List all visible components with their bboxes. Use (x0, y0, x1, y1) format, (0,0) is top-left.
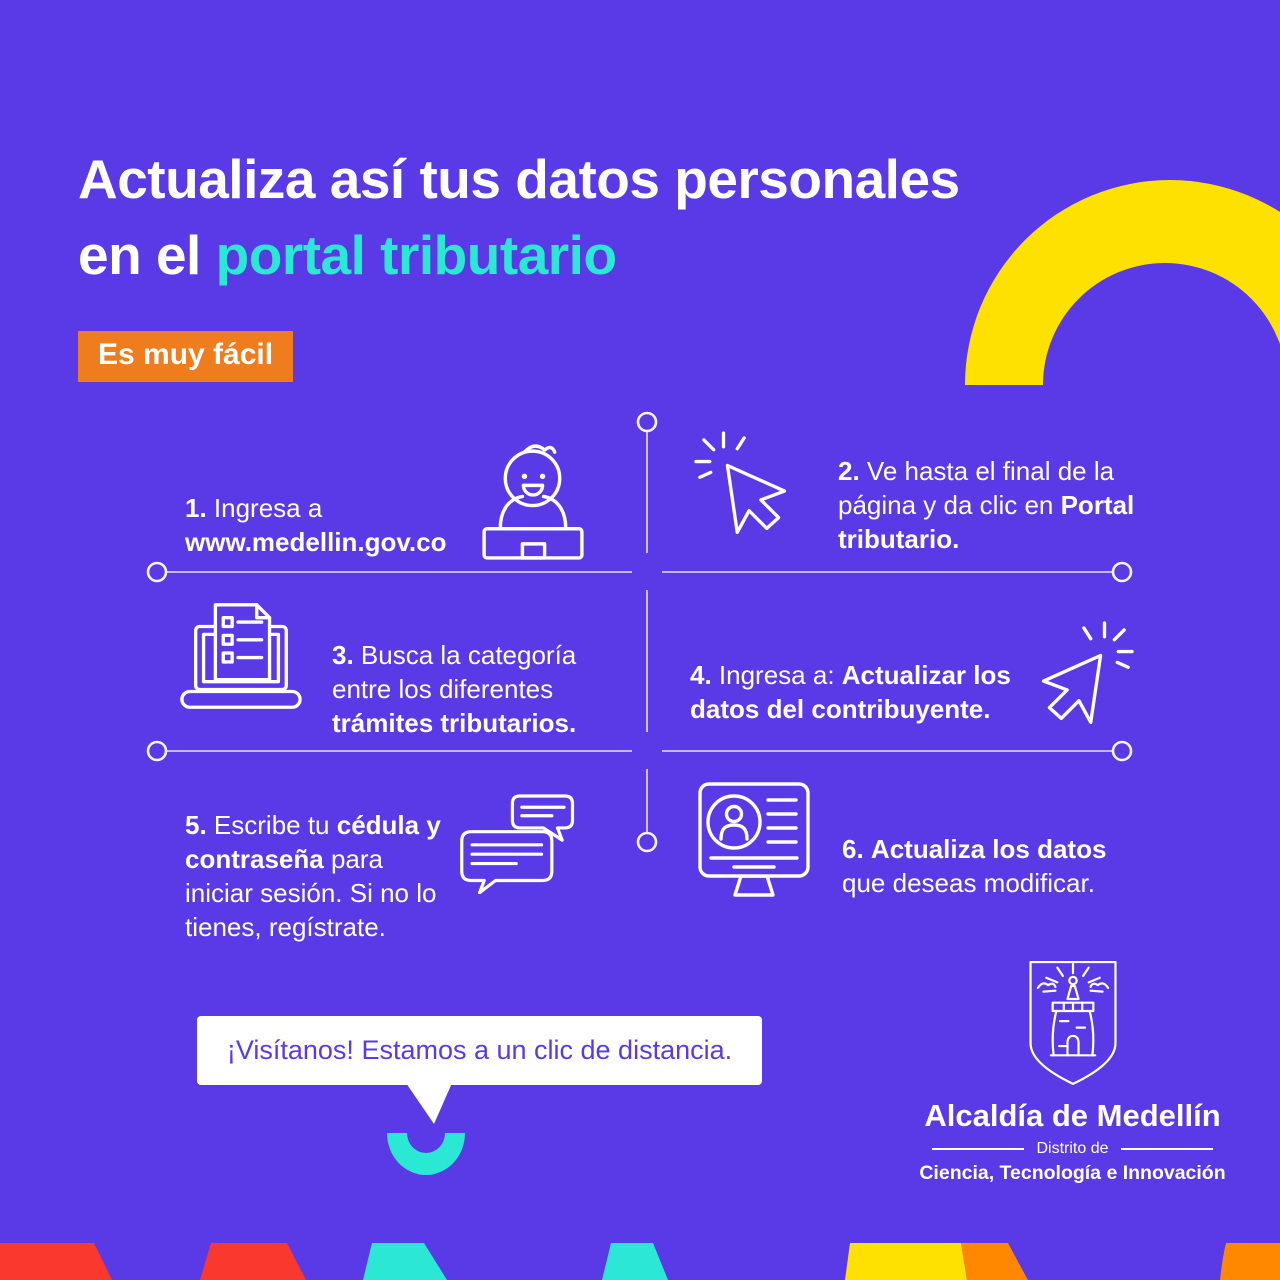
cursor-click-icon (694, 420, 812, 568)
laptop-checklist-icon (176, 600, 304, 718)
person-at-desk-icon (480, 436, 586, 562)
step-6-text: 6. Actualiza los datos que deseas modificar. (842, 834, 1107, 898)
speech-bubble-tail (406, 1083, 452, 1124)
visit-bubble-text: ¡Visítanos! Estamos a un clic de distancia. (226, 1035, 733, 1065)
yellow-arc-decoration (965, 180, 1280, 385)
title-line2-accent: portal tributario (215, 223, 617, 286)
step-5-text: 5. Escribe tu cédula y contraseña para iniciar sesión. Si no lo tienes, regístrate. (185, 810, 441, 942)
step-1-text: 1. Ingresa a www.medellin.gov.co (185, 493, 447, 557)
timeline-node (148, 563, 166, 581)
logo-district-row (900, 1140, 1245, 1158)
chat-bubbles-icon (458, 790, 580, 894)
logo-district-label: Distrito de (1036, 1140, 1109, 1157)
logo-rule-right (1121, 1148, 1213, 1150)
step-3-text: 3. Busca la categoría entre los diferentes trámites tributarios. (332, 640, 577, 738)
step-4-text: 4. Ingresa a: Actualizar los datos del contribuyente. (690, 660, 1011, 724)
footer-confetti-decoration (0, 1243, 1280, 1280)
page-title (78, 141, 960, 293)
title-line2-plain: en el (78, 223, 216, 286)
easy-badge: Es muy fácil (78, 331, 293, 382)
medellin-crest-icon (1025, 952, 1121, 1094)
timeline-node (148, 742, 166, 760)
timeline-node (638, 833, 656, 851)
timeline-node (638, 413, 656, 431)
timeline-node (1113, 563, 1131, 581)
visit-speech-bubble (197, 1016, 762, 1085)
logo-name: Alcaldía de Medellín (924, 1098, 1221, 1133)
cyan-smile-decoration (387, 1133, 465, 1175)
alcaldia-logo (900, 952, 1245, 1185)
title-line1: Actualiza así tus datos personales (78, 147, 960, 210)
logo-rule-left (932, 1148, 1024, 1150)
monitor-profile-icon (694, 776, 814, 902)
step-2-text: 2. Ve hasta el final de la página y da clic en Portal tributario. (838, 456, 1135, 554)
logo-district-name: Ciencia, Tecnología e Innovación (919, 1162, 1226, 1184)
